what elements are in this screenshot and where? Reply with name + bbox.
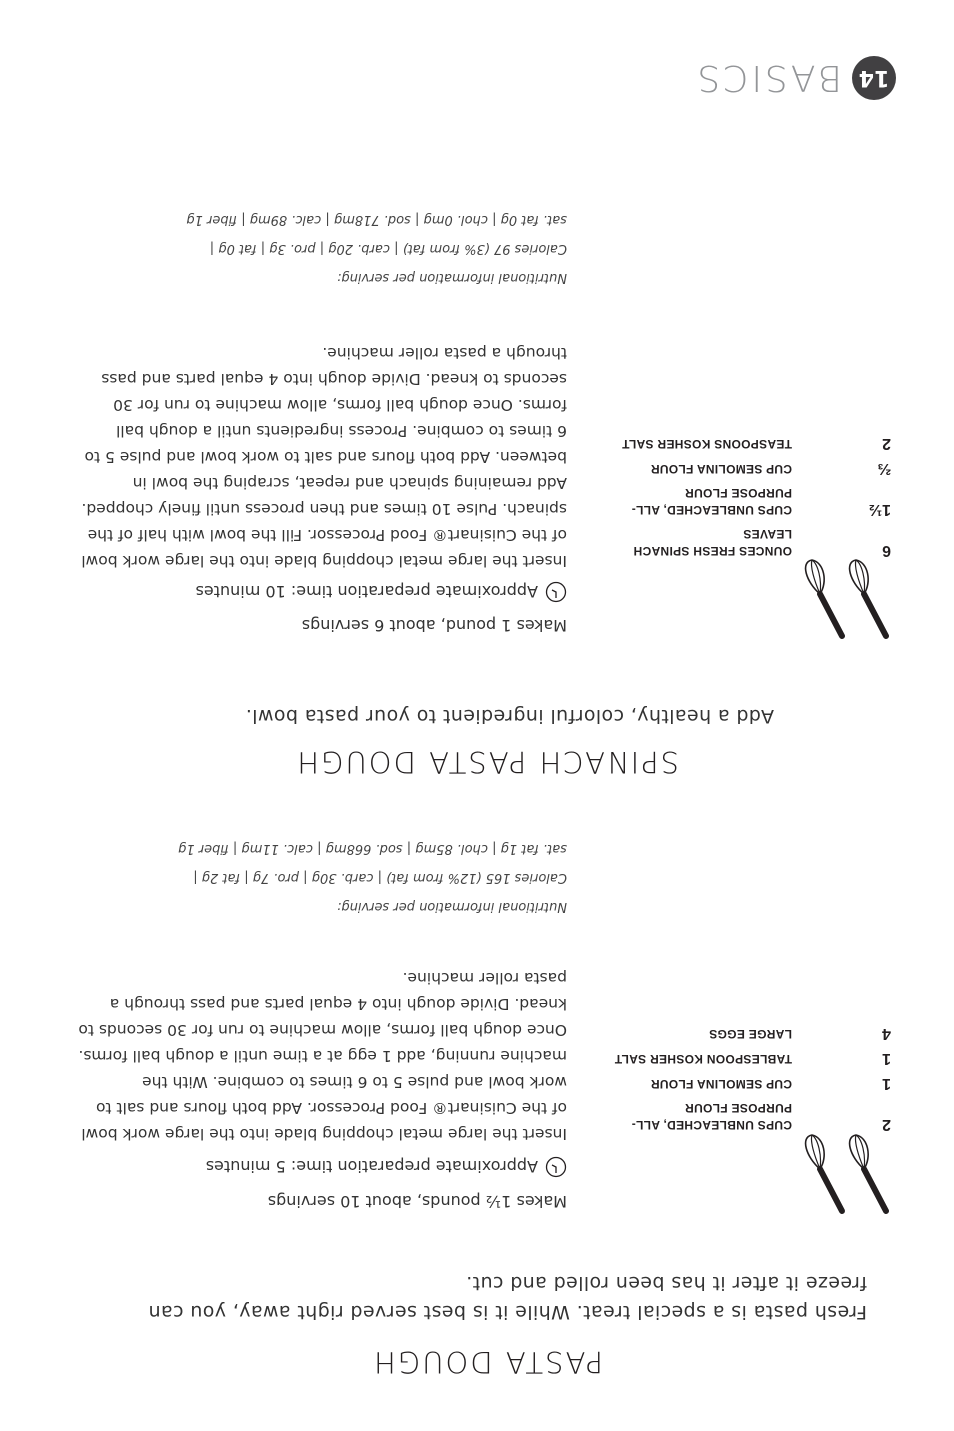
ingredient-item (594, 1049, 894, 1067)
whisk-icon (794, 1131, 894, 1221)
recipe-title: PASTA DOUGH (371, 1345, 603, 1379)
ingredient-list (594, 427, 894, 559)
ingredient-name: CUPS UNBLEACHED, ALL-PURPOSE FLOUR (631, 486, 792, 517)
nutrition-line: sat. fat 0g | chol. 0mg | sod. 718mg | calc. 89mg | fiber 1g (186, 212, 567, 227)
clock-icon (545, 581, 567, 603)
whisk-icon (794, 556, 894, 646)
ingredient-item (594, 1024, 894, 1042)
prep-time (206, 1156, 567, 1178)
ingredient-qty: 1½ (868, 501, 891, 518)
nutrition-line: sat. fat 1g | chol. 85mg | sod. 668mg | calc. 11mg | fiber 1g (178, 841, 567, 856)
ingredient-item (594, 1074, 894, 1092)
nutrition-info (107, 834, 567, 921)
page-header (694, 56, 896, 100)
nutrition-info (107, 205, 567, 292)
method-text (77, 340, 567, 574)
ingredient-item (594, 484, 894, 518)
clock-icon (545, 1156, 567, 1178)
recipe-yield: Makes 1½ pounds, about 10 servings (267, 1192, 567, 1211)
ingredient-qty: 1 (882, 1050, 891, 1067)
ingredient-qty: 4 (882, 1025, 891, 1042)
ingredient-name: CUPS UNBLEACHED, ALL-PURPOSE FLOUR (631, 1101, 792, 1132)
ingredient-qty: ⅔ (877, 460, 891, 477)
prep-time (196, 581, 567, 603)
ingredient-item (594, 434, 894, 452)
ingredient-list (594, 1017, 894, 1133)
method-paragraph: Insert the large metal chopping blade into the large work bowl of the Cuisinart® Food Processor. Fill the bowl with half of the spinach. Pulse 10 times and then process until finely chopped. Add remaining spinach and repeat, scraping the bowl in between. Add both flours and salt to work bowl and pulse 5 to 6 times to combine. Process ingredients until a dough ball forms. Once dough ball forms, allow machine to run for 30 seconds to knead. Divide dough into 4 equal parts and pass through a pasta roller machine. (81, 344, 567, 570)
ingredient-item (594, 525, 894, 559)
recipe-title: SPINACH PASTA DOUGH (295, 745, 679, 779)
recipe-intro: Fresh pasta is a special treat. While it is best served right away, you can freeze it after it has been rolled and cut. (148, 1272, 867, 1323)
nutrition-line: Calories 165 (12% from fat) | carb. 30g | pro. 7g | fat 2g | (193, 870, 567, 885)
ingredient-name: OUNCES FRESH SPINACH LEAVES (633, 527, 792, 558)
prep-time-text: Approximate preparation time: 5 minutes (205, 1157, 538, 1177)
ingredient-name: LARGE EGGS (708, 1027, 792, 1041)
ingredient-item (594, 1099, 894, 1133)
method-paragraph: Insert the large metal chopping blade into the large work bowl of the Cuisinart® Food Processor. Add both flours and salt to work bowl and pulse 5 to 6 times to combine. With the machine running, add 1 egg at a time until a dough ball forms. Once dough ball forms, allow machine to run for 30 seconds to knead. Divide dough into 4 equal parts and pass through a pasta roller machine. (78, 969, 567, 1143)
ingredient-qty: 6 (882, 542, 891, 559)
ingredient-name: TABLESPOON KOSHER SALT (614, 1052, 792, 1066)
ingredient-qty: 2 (882, 1116, 891, 1133)
ingredient-name: CUP SEMOLINA FLOUR (650, 1077, 792, 1091)
method-text (77, 965, 567, 1147)
ingredient-qty: 2 (882, 435, 891, 452)
nutrition-label: Nutritional information per serving: (336, 899, 567, 914)
nutrition-line: Calories 97 (3% from fat) | carb. 20g | pro. 3g | fat 0g | (209, 241, 567, 256)
prep-time-text: Approximate preparation time: 10 minutes (195, 582, 538, 602)
ingredient-qty: 1 (882, 1075, 891, 1092)
ingredient-name: CUP SEMOLINA FLOUR (650, 462, 792, 476)
section-name: BASICS (694, 57, 842, 99)
nutrition-label: Nutritional information per serving: (336, 270, 567, 285)
ingredient-name: TEASPOONS KOSHER SALT (621, 437, 792, 451)
page-number: 14 (852, 56, 896, 100)
ingredient-item (594, 459, 894, 477)
recipe-intro: Add a healthy, colorful ingredient to your pasta bowl. (245, 705, 774, 727)
recipe-yield: Makes 1 pound, about 6 servings (301, 616, 567, 635)
